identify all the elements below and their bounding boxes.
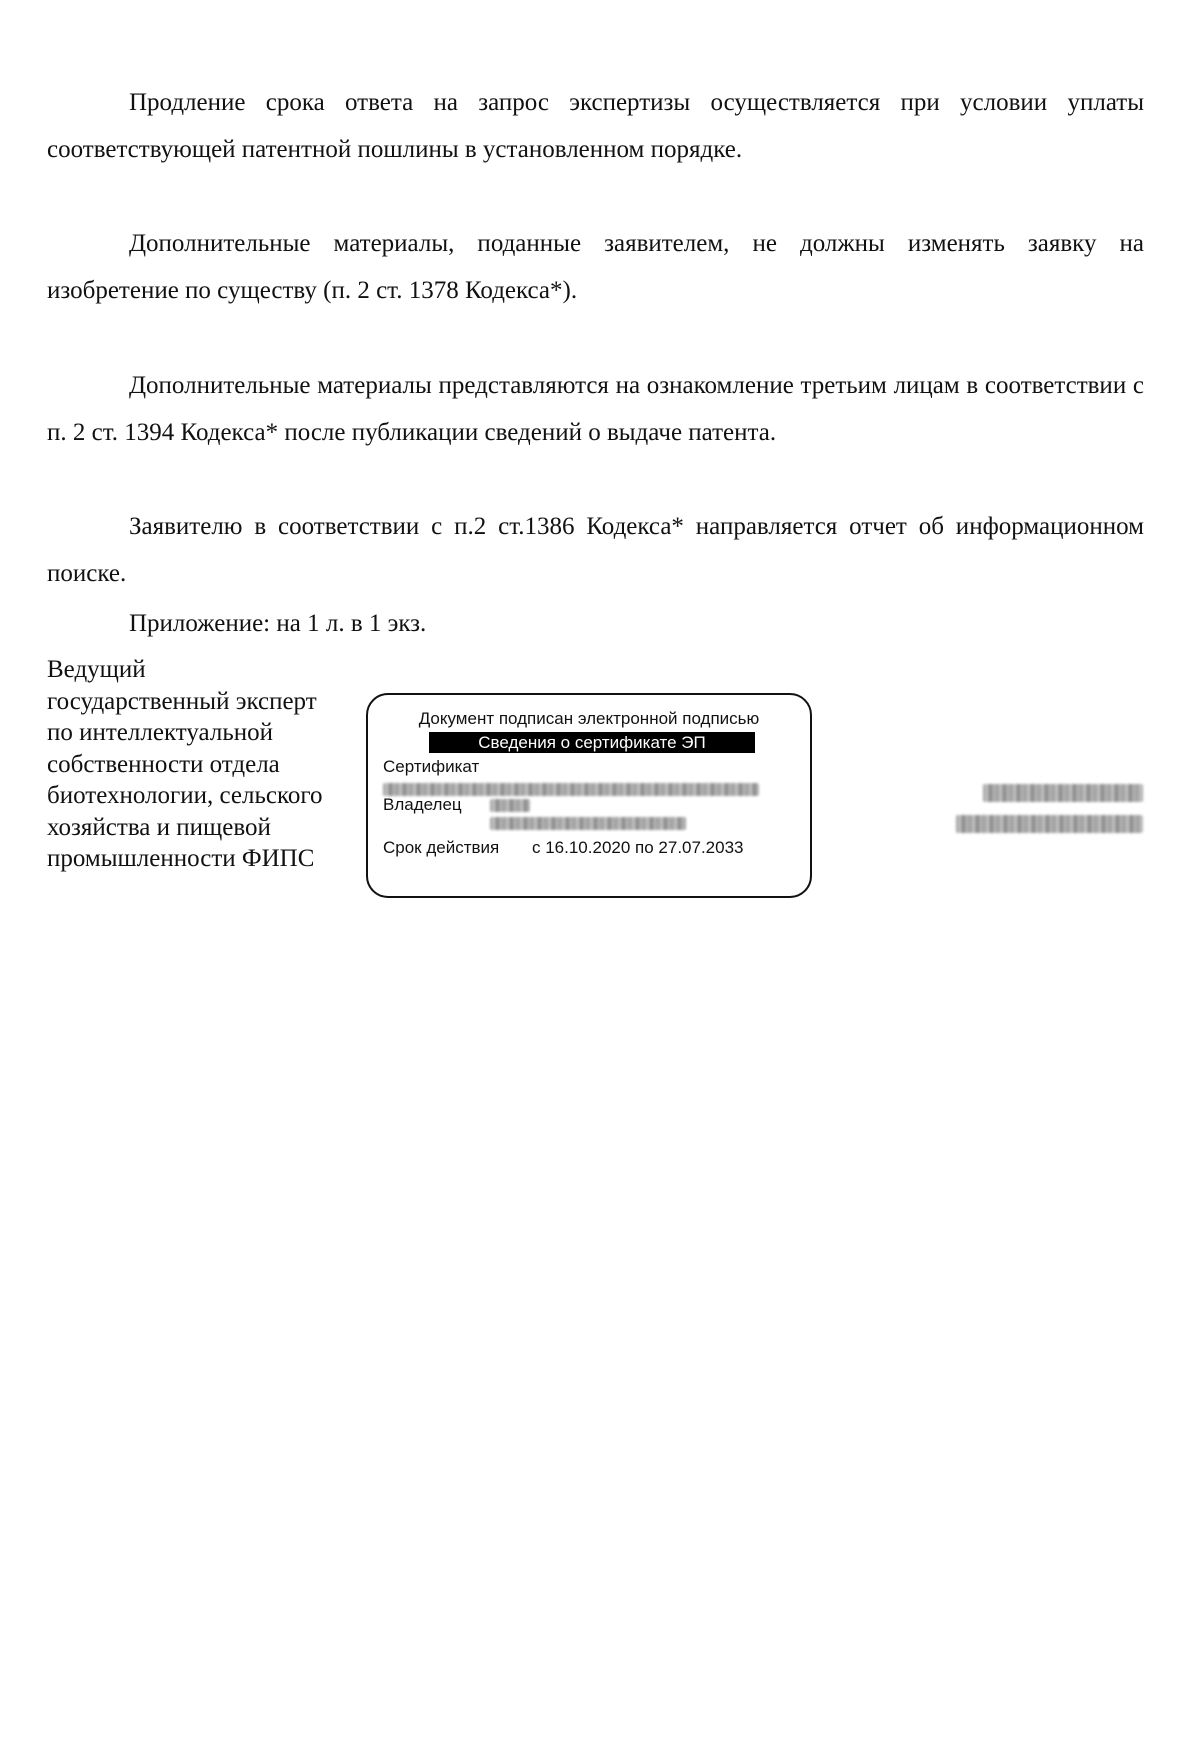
signer-position: Ведущий государственный эксперт по интеллектуальной собственности отдела биотехнологии, сельского хозяйства и пищевой промышленности ФИПС bbox=[47, 656, 323, 872]
stamp-validity-value: с 16.10.2020 по 27.07.2033 bbox=[532, 838, 744, 857]
redacted-owner-name bbox=[490, 799, 530, 812]
paragraph-search-report: Заявителю в соответствии с п.2 ст.1386 Кодекса* направляется отчет об информационном поиске. bbox=[47, 513, 1144, 587]
redacted-owner-name-continued bbox=[490, 817, 686, 830]
electronic-signature-stamp bbox=[366, 693, 812, 898]
paragraph-third-parties: Дополнительные материалы представляются на ознакомление третьим лицам в соответствии с п. 2 ст. 1394 Кодекса* после публикации сведений о выдаче патента. bbox=[47, 372, 1144, 446]
stamp-title: Документ подписан электронной подписью bbox=[418, 709, 760, 728]
stamp-certificate-banner: Сведения о сертификате ЭП bbox=[429, 732, 755, 753]
paragraph-additional-materials: Дополнительные материалы, поданные заявителем, не должны изменять заявку на изобретение по существу (п. 2 ст. 1378 Кодекса*). bbox=[47, 230, 1144, 304]
appendix-note: Приложение: на 1 л. в 1 экз. bbox=[129, 610, 427, 637]
paragraph-fee-extension: Продление срока ответа на запрос экспертизы осуществляется при условии уплаты соответствующей патентной пошлины в установленном порядке. bbox=[47, 89, 1144, 163]
stamp-validity-label: Срок действия bbox=[383, 838, 500, 857]
stamp-owner-label: Владелец bbox=[383, 795, 462, 814]
stamp-certificate-label: Сертификат bbox=[383, 757, 480, 776]
redacted-signer-phone bbox=[956, 815, 1143, 833]
redacted-signer-name bbox=[983, 784, 1143, 802]
